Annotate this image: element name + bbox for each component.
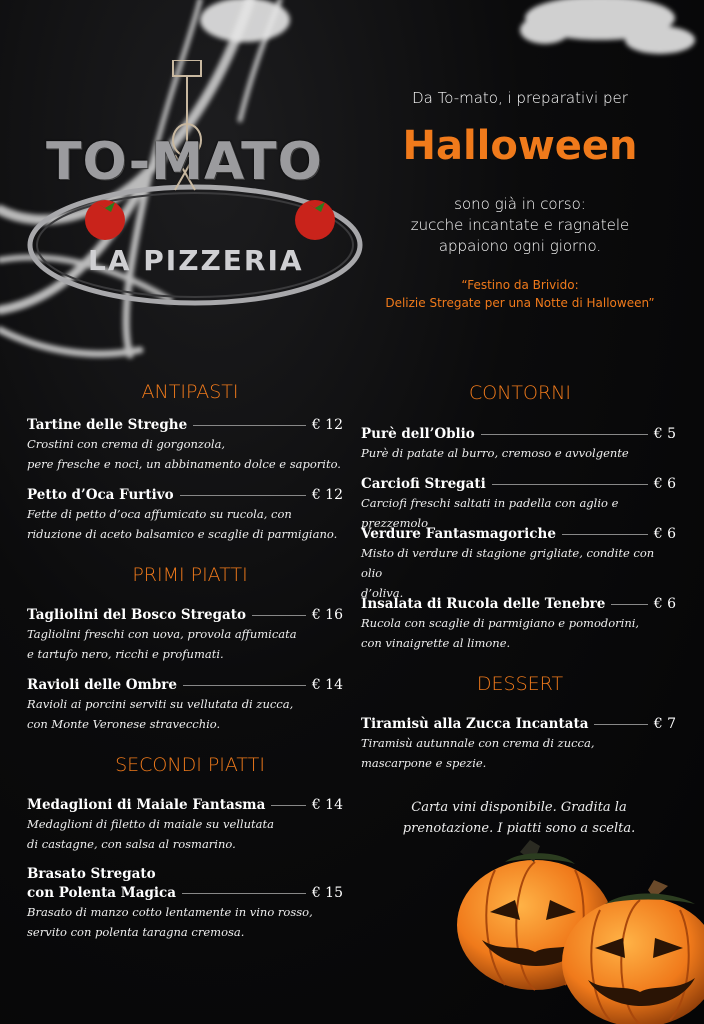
jack-o-lantern-illustration bbox=[450, 840, 704, 1024]
item-name: Medaglioni di Maiale Fantasma bbox=[27, 797, 266, 813]
dot-leader bbox=[182, 893, 306, 894]
item-description: Ravioli ai porcini serviti su vellutata di zucca, con Monte Veronese stravecchio. bbox=[27, 697, 294, 731]
menu-item bbox=[361, 426, 676, 463]
item-price: € 14 bbox=[311, 797, 343, 813]
item-name: Verdure Fantasmagoriche bbox=[361, 526, 556, 542]
item-name-line-1: Brasato Stregato bbox=[27, 866, 156, 882]
dot-leader bbox=[481, 434, 648, 435]
item-name: Tartine delle Streghe bbox=[27, 417, 188, 433]
item-price: € 6 bbox=[653, 526, 676, 542]
item-description: Crostini con crema di gorgonzola, pere fresche e noci, un abbinamento dolce e saporito. bbox=[27, 437, 341, 471]
item-price: € 14 bbox=[311, 677, 343, 693]
item-description: Fette di petto d’oca affumicato su rucola, con riduzione di aceto balsamico e scaglie di parmigiano. bbox=[27, 507, 338, 541]
item-price: € 6 bbox=[653, 476, 676, 492]
dot-leader bbox=[594, 724, 647, 725]
item-description: Medaglioni di filetto di maiale su vellutata di castagne, con salsa al rosmarino. bbox=[27, 817, 274, 851]
item-name: Tagliolini del Bosco Stregato bbox=[27, 607, 247, 623]
quote-line-1: “Festino da Brivido: bbox=[461, 278, 579, 292]
item-name: Purè dell’Oblio bbox=[361, 426, 475, 442]
item-description: Rucola con scaglie di parmigiano e pomodorini, con vinaigrette al limone. bbox=[361, 616, 640, 650]
item-description: Misto di verdure di stagione grigliate, condite con olio d’oliva. bbox=[361, 546, 655, 600]
menu-item bbox=[361, 596, 676, 653]
dot-leader bbox=[611, 604, 647, 605]
halloween-headline: Halloween bbox=[402, 123, 638, 169]
dot-leader bbox=[271, 805, 305, 806]
footer-line-1: Carta vini disponibile. Gradita la bbox=[411, 800, 627, 815]
footer-note bbox=[388, 797, 650, 839]
intro-line-4: appaiono ogni giorno. bbox=[438, 237, 602, 255]
item-description: Brasato di manzo cotto lentamente in vino rosso, servito con polenta taragna cremosa. bbox=[27, 905, 313, 939]
logo-subtitle: LA PIZZERIA bbox=[88, 244, 304, 277]
item-name: con Polenta Magica bbox=[27, 885, 176, 901]
intro-line-3: zucche incantate e ragnatele bbox=[410, 216, 630, 234]
intro-line-1: Da To-mato, i preparativi per bbox=[412, 89, 628, 107]
item-price: € 5 bbox=[653, 426, 676, 442]
item-price: € 6 bbox=[653, 596, 676, 612]
menu-item bbox=[27, 417, 343, 474]
dot-leader bbox=[193, 425, 306, 426]
menu-item bbox=[361, 526, 676, 603]
item-price: € 15 bbox=[311, 885, 343, 901]
intro-line-2: sono già in corso: bbox=[454, 195, 586, 213]
menu-item bbox=[27, 607, 343, 664]
menu-item bbox=[361, 476, 676, 533]
footer-line-2: prenotazione. I piatti sono a scelta. bbox=[402, 821, 636, 836]
menu-item bbox=[27, 487, 343, 544]
section-title-contorni: CONTORNI bbox=[468, 382, 571, 404]
section-title-antipasti: ANTIPASTI bbox=[141, 381, 239, 403]
dot-leader bbox=[562, 534, 648, 535]
dot-leader bbox=[180, 495, 306, 496]
item-name: Tiramisù alla Zucca Incantata bbox=[361, 716, 589, 732]
quote-line-2: Delizie Stregate per una Notte di Halloween” bbox=[385, 296, 655, 310]
dot-leader bbox=[492, 484, 648, 485]
logo-title: TO-MATO bbox=[46, 132, 323, 192]
item-price: € 7 bbox=[653, 716, 676, 732]
item-description: Carciofi freschi saltati in padella con aglio e prezzemolo bbox=[361, 496, 619, 530]
dot-leader bbox=[183, 685, 306, 686]
item-price: € 16 bbox=[311, 607, 343, 623]
item-name: Ravioli delle Ombre bbox=[27, 677, 177, 693]
intro-text bbox=[370, 194, 670, 257]
menu-item bbox=[27, 797, 343, 854]
section-title-primi: PRIMI PIATTI bbox=[132, 564, 248, 586]
event-quote bbox=[360, 276, 680, 312]
dot-leader bbox=[252, 615, 306, 616]
menu-item bbox=[27, 677, 343, 734]
item-description: Purè di patate al burro, cremoso e avvolgente bbox=[361, 446, 629, 460]
menu-item bbox=[27, 866, 343, 942]
section-title-dessert: DESSERT bbox=[476, 673, 564, 695]
item-name: Petto d’Oca Furtivo bbox=[27, 487, 174, 503]
item-price: € 12 bbox=[311, 487, 343, 503]
item-name: Insalata di Rucola delle Tenebre bbox=[361, 596, 606, 612]
item-description: Tiramisù autunnale con crema di zucca, mascarpone e spezie. bbox=[361, 736, 595, 770]
item-description: Tagliolini freschi con uova, provola affumicata e tartufo nero, ricchi e profumati. bbox=[27, 627, 297, 661]
item-price: € 12 bbox=[311, 417, 343, 433]
section-title-secondi: SECONDI PIATTI bbox=[115, 754, 265, 776]
item-name: Carciofi Stregati bbox=[361, 476, 486, 492]
menu-item bbox=[361, 716, 676, 773]
